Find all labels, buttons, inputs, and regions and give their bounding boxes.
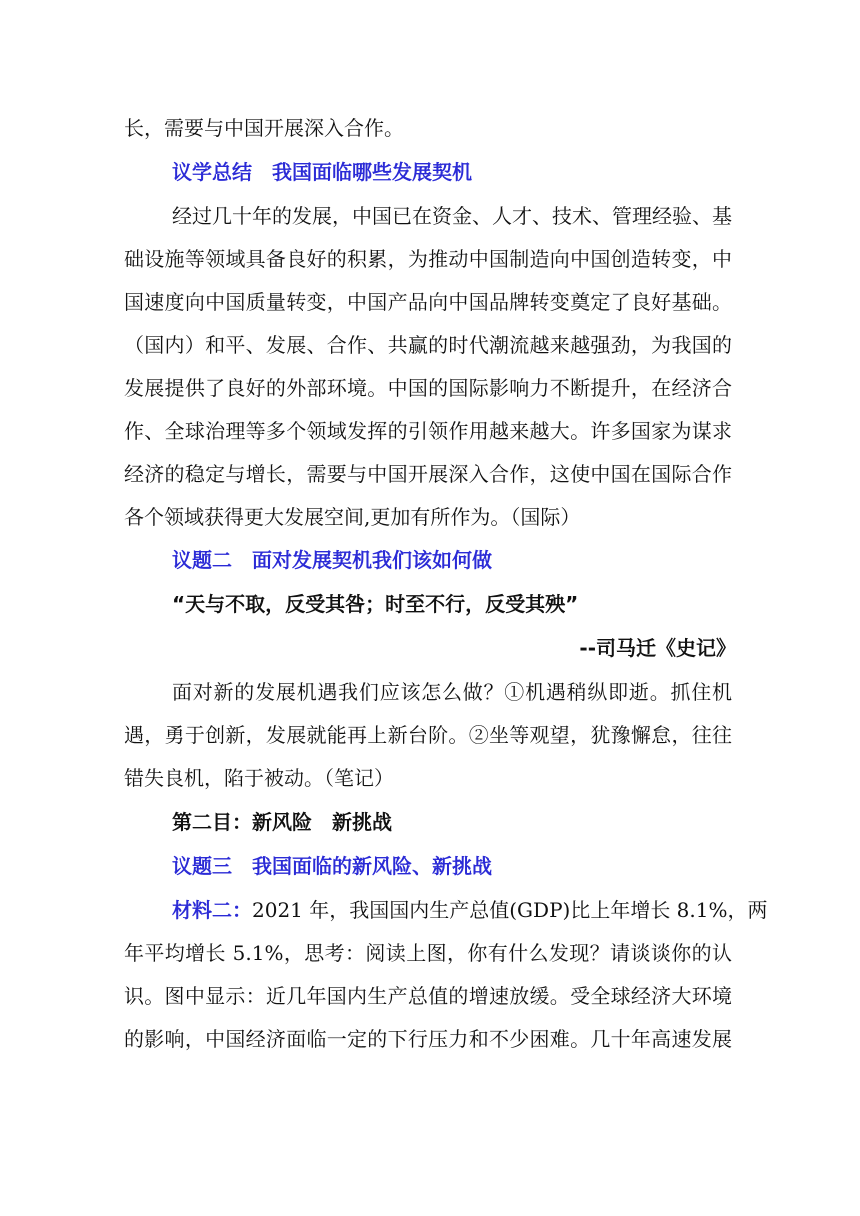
material-label: 材料二：: [172, 898, 252, 922]
heading-title: 新挑战: [332, 810, 392, 834]
paragraph-line: 面对新的发展机遇我们应该怎么做？①机遇稍纵即逝。抓住机: [172, 680, 732, 704]
section-heading-summary: [124, 162, 472, 182]
text-line: 长，需要与中国开展深入合作。: [124, 116, 404, 140]
heading-title: 我国面临的新风险、新挑战: [252, 854, 492, 878]
section-heading-topic-two: [124, 550, 492, 570]
paragraph-line: 识。图中显示：近几年国内生产总值的增速放缓。受全球经济大环境: [124, 984, 732, 1008]
paragraph-line: 的影响，中国经济面临一定的下行压力和不少困难。几十年高速发展: [124, 1027, 732, 1051]
heading-label: 第二目：新风险: [172, 810, 312, 834]
section-heading-topic-three: [124, 856, 492, 876]
paragraph-line: 年平均增长 5.1%，思考：阅读上图，你有什么发现？请谈谈你的认: [124, 941, 732, 965]
paragraph-line: 经济的稳定与增长，需要与中国开展深入合作，这使中国在国际合作: [124, 462, 732, 486]
quote-source: --司马迁《史记》: [579, 636, 736, 660]
quote-text: “天与不取，反受其咎；时至不行，反受其殃”: [172, 592, 579, 616]
heading-label: 议学总结: [172, 160, 252, 184]
paragraph-line: 各个领域获得更大发展空间,更加有所作为。（国际）: [124, 505, 581, 529]
paragraph-line: 经过几十年的发展，中国已在资金、人才、技术、管理经验、基: [172, 204, 732, 228]
material-text: 2021 年，我国国内生产总值(GDP)比上年增长 8.1%，两: [252, 898, 768, 922]
paragraph-line: 遇，勇于创新，发展就能再上新台阶。②坐等观望，犹豫懈怠，往往: [124, 723, 732, 747]
paragraph-line: 错失良机，陷于被动。（笔记）: [124, 766, 394, 790]
section-heading-second-item: [124, 812, 392, 832]
paragraph-line: （国内）和平、发展、合作、共赢的时代潮流越来越强劲，为我国的: [124, 333, 732, 357]
paragraph-line: 发展提供了良好的外部环境。中国的国际影响力不断提升，在经济合: [124, 376, 732, 400]
paragraph-line: 作、全球治理等多个领域发挥的引领作用越来越大。许多国家为谋求: [124, 419, 732, 443]
paragraph-line: 础设施等领域具备良好的积累，为推动中国制造向中国创造转变，中: [124, 247, 732, 271]
heading-title: 我国面临哪些发展契机: [272, 160, 472, 184]
paragraph-line-material: [124, 898, 768, 922]
paragraph-line: 国速度向中国质量转变，中国产品向中国品牌转变奠定了良好基础。: [124, 290, 732, 314]
heading-label: 议题二: [172, 548, 232, 572]
heading-title: 面对发展契机我们该如何做: [252, 548, 492, 572]
heading-label: 议题三: [172, 854, 232, 878]
